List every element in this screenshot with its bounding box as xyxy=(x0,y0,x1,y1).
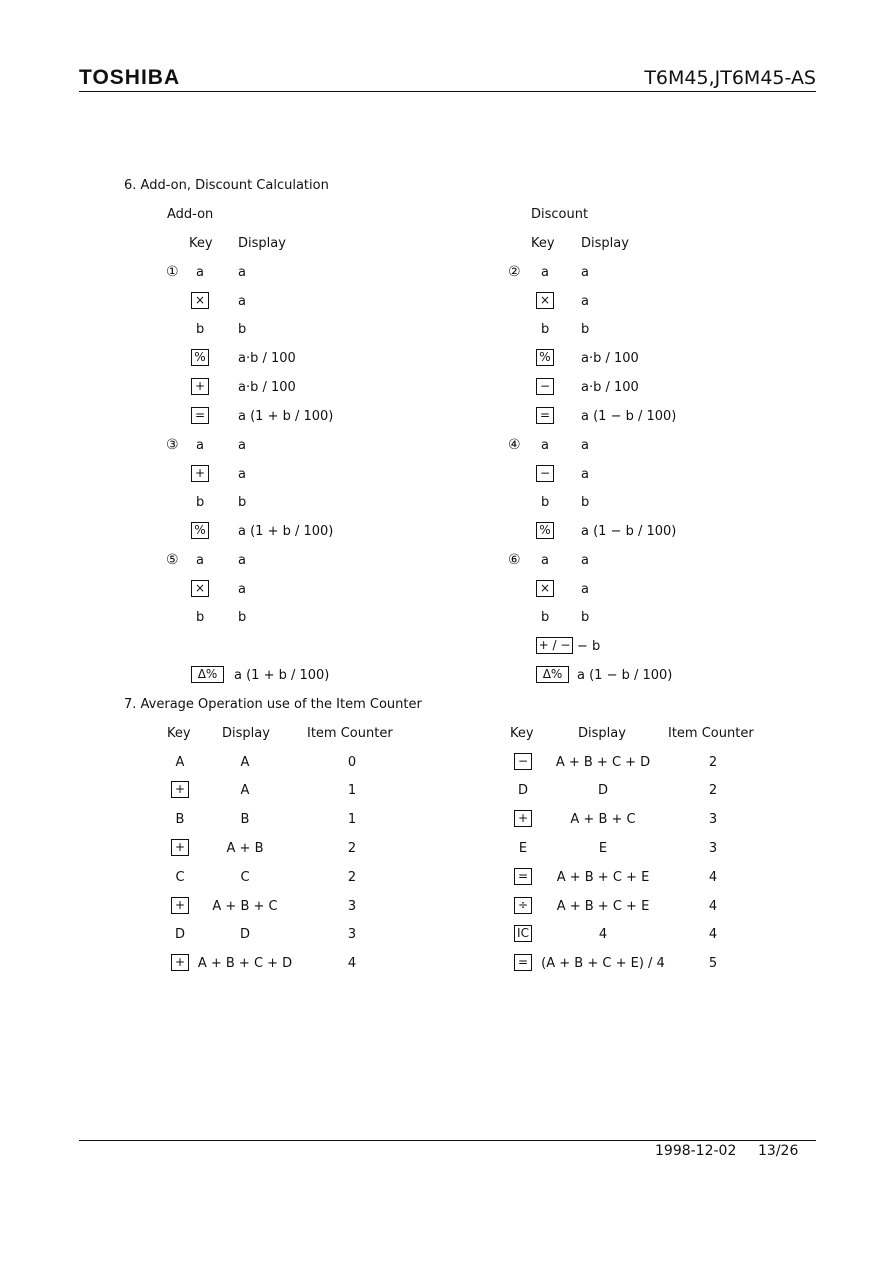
discount-key-button: % xyxy=(536,522,554,539)
addon-display-value: b xyxy=(238,495,247,510)
left-counter-value: 1 xyxy=(347,812,357,827)
left-key-value: D xyxy=(174,927,185,942)
discount-display-value: a xyxy=(581,438,589,453)
right-key-button: IC xyxy=(514,925,532,942)
discount-display-value: a xyxy=(581,553,589,568)
right-counter-value: 3 xyxy=(708,812,718,827)
addon-display-header: Display xyxy=(238,236,286,251)
addon-key-button: = xyxy=(191,407,209,424)
addon-display-value: a·b / 100 xyxy=(238,380,296,395)
addon-key-button: + xyxy=(191,465,209,482)
addon-display-value: a xyxy=(238,438,246,453)
discount-key-value: a xyxy=(541,438,549,453)
right-counter-value: 4 xyxy=(708,899,718,914)
left-key-button: + xyxy=(171,839,189,856)
addon-key-value: b xyxy=(196,322,205,337)
addon-display-value: a xyxy=(238,553,246,568)
left-key-header: Key xyxy=(167,726,191,741)
addon-step-marker: ⑤ xyxy=(166,552,179,568)
discount-key-value: b xyxy=(541,322,550,337)
right-key-button: − xyxy=(514,753,532,770)
discount-key-value: b xyxy=(541,610,550,625)
discount-key-button: − xyxy=(536,378,554,395)
addon-display-value: a xyxy=(238,265,246,280)
left-counter-value: 4 xyxy=(347,956,357,971)
discount-key-button: Δ% xyxy=(536,666,569,683)
right-display-value: E xyxy=(598,841,608,856)
left-counter-value: 2 xyxy=(347,870,357,885)
right-display-value: A + B + C + D xyxy=(555,755,651,770)
discount-key-button: = xyxy=(536,407,554,424)
left-key-button: + xyxy=(171,897,189,914)
right-key-button: + xyxy=(514,810,532,827)
addon-key-value: a xyxy=(196,265,204,280)
right-counter-value: 4 xyxy=(708,927,718,942)
discount-display-value: a (1 − b / 100) xyxy=(581,524,677,539)
right-display-value: A + B + C + E xyxy=(556,870,650,885)
left-display-value: B xyxy=(240,812,250,827)
right-counter-header: Item Counter xyxy=(668,726,754,741)
discount-step-marker: ④ xyxy=(508,437,521,453)
discount-display-value: a·b / 100 xyxy=(581,351,639,366)
right-key-button: = xyxy=(514,868,532,885)
discount-title: Discount xyxy=(531,207,589,222)
discount-key-button: % xyxy=(536,349,554,366)
right-display-value: D xyxy=(597,783,608,798)
right-counter-value: 4 xyxy=(708,870,718,885)
left-display-value: D xyxy=(239,927,250,942)
left-key-value: C xyxy=(175,870,185,885)
discount-display-value: b xyxy=(581,610,590,625)
addon-key-value: b xyxy=(196,610,205,625)
right-display-header: Display xyxy=(578,726,626,741)
footer-rule xyxy=(79,1140,816,1141)
left-key-button: + xyxy=(171,781,189,798)
right-counter-value: 2 xyxy=(708,783,718,798)
right-key-value: E xyxy=(518,841,528,856)
right-display-value: (A + B + C + E) / 4 xyxy=(541,956,665,971)
section-6-title: 6. Add-on, Discount Calculation xyxy=(124,178,329,193)
addon-key-value: b xyxy=(196,495,205,510)
left-counter-value: 0 xyxy=(347,755,357,770)
left-counter-value: 3 xyxy=(347,927,357,942)
addon-display-value: b xyxy=(238,610,247,625)
left-display-value: C xyxy=(240,870,250,885)
addon-key-button: + xyxy=(191,378,209,395)
right-counter-value: 5 xyxy=(708,956,718,971)
discount-key-value: a xyxy=(541,265,549,280)
left-counter-header: Item Counter xyxy=(307,726,393,741)
discount-key-header: Key xyxy=(531,236,555,251)
addon-display-value: a (1 + b / 100) xyxy=(234,668,330,683)
addon-key-button: × xyxy=(191,292,209,309)
addon-key-header: Key xyxy=(189,236,213,251)
discount-display-value: b xyxy=(581,495,590,510)
addon-display-value: a xyxy=(238,582,246,597)
discount-display-value: a xyxy=(581,582,589,597)
discount-display-value: a (1 − b / 100) xyxy=(581,409,677,424)
discount-key-button: + / − xyxy=(536,637,573,654)
discount-key-button: × xyxy=(536,580,554,597)
header-rule xyxy=(79,91,816,92)
left-key-value: A xyxy=(175,755,185,770)
right-display-value: 4 xyxy=(598,927,608,942)
section-7-title: 7. Average Operation use of the Item Counter xyxy=(124,697,422,712)
discount-key-value: a xyxy=(541,553,549,568)
addon-display-value: a (1 + b / 100) xyxy=(238,524,334,539)
left-display-value: A xyxy=(240,755,250,770)
model-number: T6M45,JT6M45-AS xyxy=(644,67,816,89)
left-display-value: A + B xyxy=(226,841,264,856)
discount-display-value: a xyxy=(581,294,589,309)
addon-key-button: % xyxy=(191,522,209,539)
discount-display-value: a xyxy=(581,467,589,482)
discount-step-marker: ⑥ xyxy=(508,552,521,568)
addon-key-button: Δ% xyxy=(191,666,224,683)
discount-display-header: Display xyxy=(581,236,629,251)
addon-key-value: a xyxy=(196,553,204,568)
addon-key-button: % xyxy=(191,349,209,366)
right-key-button: = xyxy=(514,954,532,971)
discount-display-value: − b xyxy=(577,639,601,654)
discount-key-button: × xyxy=(536,292,554,309)
addon-step-marker: ③ xyxy=(166,437,179,453)
discount-step-marker: ② xyxy=(508,264,521,280)
footer-date: 1998-12-02 xyxy=(655,1143,737,1159)
discount-display-value: a·b / 100 xyxy=(581,380,639,395)
footer-page: 13/26 xyxy=(758,1143,799,1159)
right-key-value: D xyxy=(517,783,528,798)
left-display-header: Display xyxy=(222,726,270,741)
right-counter-value: 2 xyxy=(708,755,718,770)
discount-display-value: b xyxy=(581,322,590,337)
right-display-value: A + B + C + E xyxy=(556,899,650,914)
addon-key-value: a xyxy=(196,438,204,453)
discount-key-button: − xyxy=(536,465,554,482)
addon-display-value: a xyxy=(238,467,246,482)
left-key-button: + xyxy=(171,954,189,971)
addon-title: Add-on xyxy=(167,207,214,222)
addon-display-value: a (1 + b / 100) xyxy=(238,409,334,424)
right-key-button: ÷ xyxy=(514,897,532,914)
addon-step-marker: ① xyxy=(166,264,179,280)
right-counter-value: 3 xyxy=(708,841,718,856)
left-display-value: A + B + C + D xyxy=(197,956,293,971)
right-key-header: Key xyxy=(510,726,534,741)
addon-display-value: a·b / 100 xyxy=(238,351,296,366)
discount-key-value: b xyxy=(541,495,550,510)
addon-key-button: × xyxy=(191,580,209,597)
left-counter-value: 3 xyxy=(347,899,357,914)
left-counter-value: 2 xyxy=(347,841,357,856)
addon-display-value: b xyxy=(238,322,247,337)
left-key-value: B xyxy=(175,812,185,827)
right-display-value: A + B + C xyxy=(570,812,636,827)
left-display-value: A xyxy=(240,783,250,798)
left-counter-value: 1 xyxy=(347,783,357,798)
brand-logo: TOSHIBA xyxy=(79,66,181,89)
addon-display-value: a xyxy=(238,294,246,309)
discount-display-value: a xyxy=(581,265,589,280)
left-display-value: A + B + C xyxy=(212,899,278,914)
discount-display-value: a (1 − b / 100) xyxy=(577,668,673,683)
